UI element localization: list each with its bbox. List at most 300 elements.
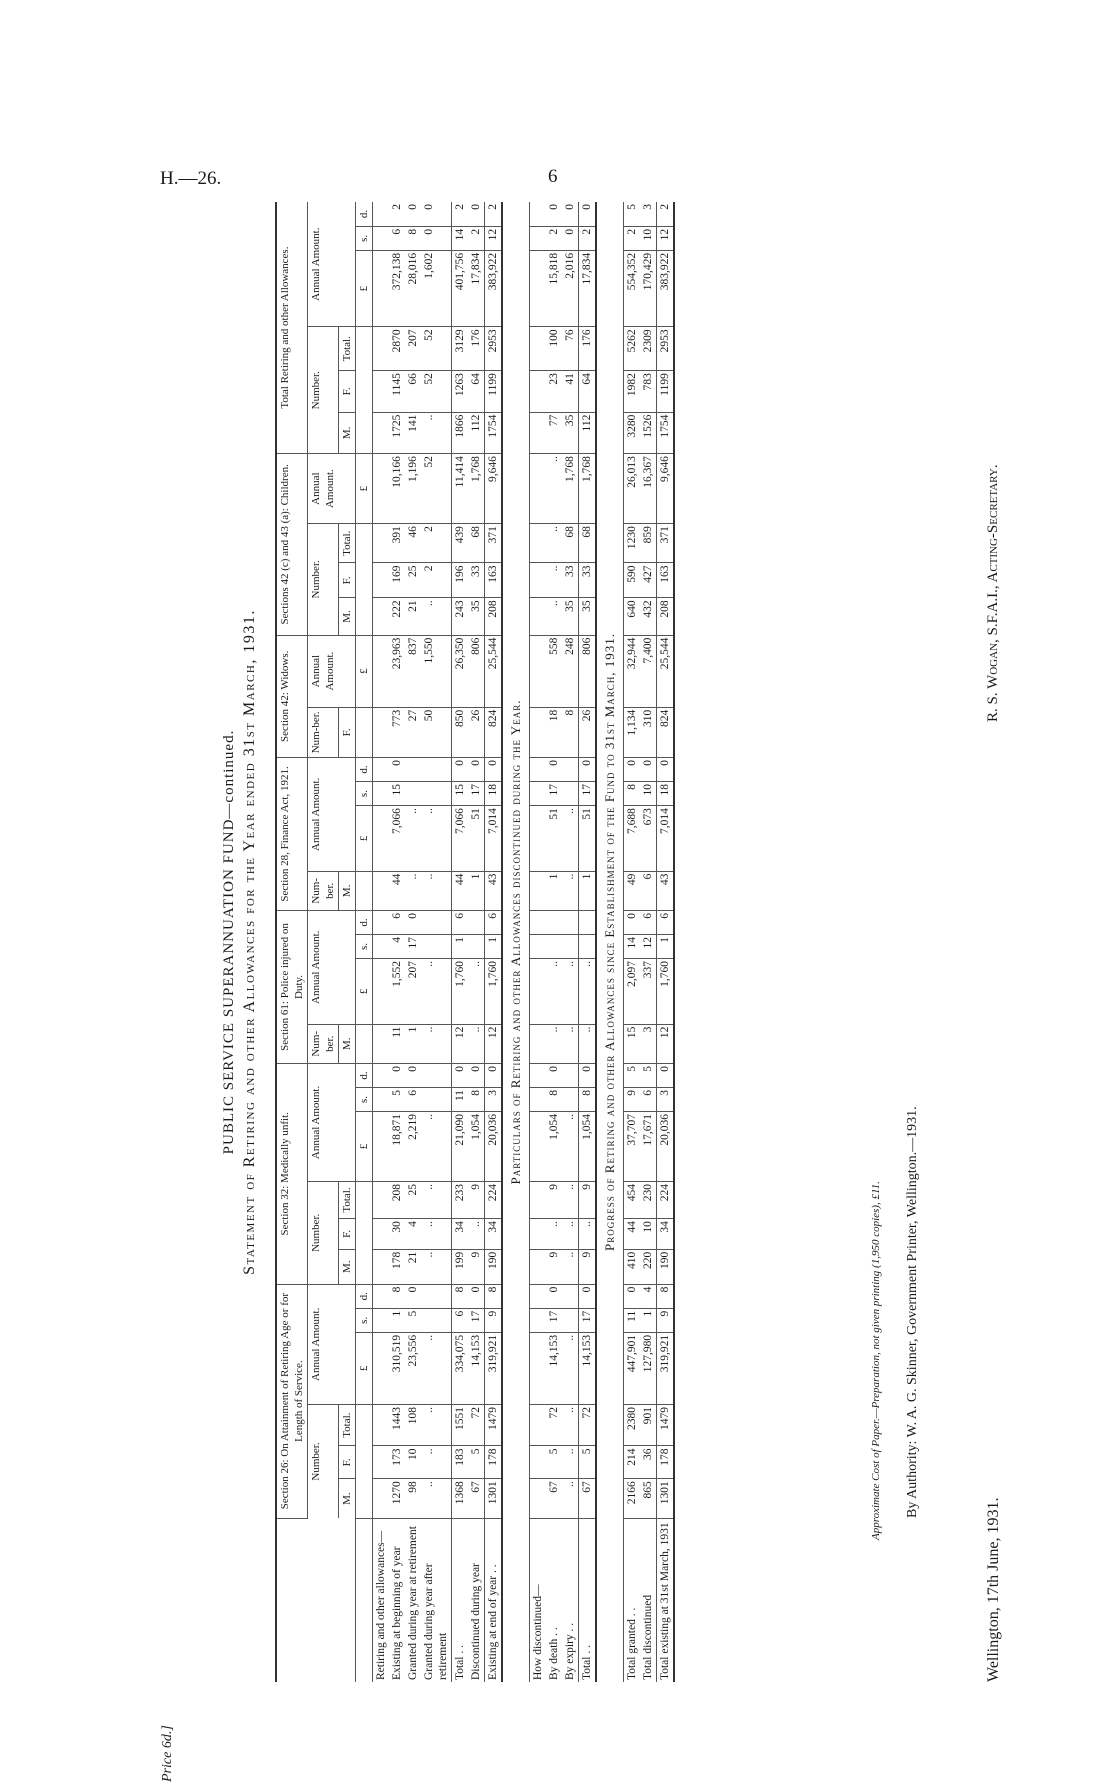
table-cell: 243 <box>452 598 469 635</box>
table-cell: 108 <box>405 1404 421 1446</box>
table-cell: 1,550 <box>421 635 452 707</box>
table-cell: 8 <box>405 226 421 250</box>
table-cell: 6 <box>452 1308 469 1332</box>
table-cell: 222 <box>389 598 405 635</box>
table-cell: 0 <box>562 202 579 226</box>
sh-number: Number. <box>308 327 339 454</box>
table-cell: 1 <box>389 1308 405 1332</box>
table-cell: 319,921 <box>657 1332 675 1404</box>
table-cell: 2166 <box>624 1479 641 1518</box>
table-cell <box>562 1087 579 1111</box>
table-cell: 4 <box>389 935 405 959</box>
table-cell: .. <box>546 524 562 563</box>
sh-m: M. <box>339 871 356 910</box>
section-title-discontinued: Particulars of Retiring and other Allowances discontinued during the Year. <box>502 202 530 1682</box>
table-cell: 2 <box>624 226 641 250</box>
table-cell: 66 <box>405 371 421 413</box>
row-label: Total granted . . <box>626 1607 638 1680</box>
table-cell: 2 <box>579 226 597 250</box>
table-cell: .. <box>562 1181 579 1218</box>
table-cell: 15 <box>624 1024 641 1063</box>
table-cell: 3 <box>640 202 657 226</box>
table-cell: 49 <box>624 871 641 910</box>
sh-m: M. <box>339 412 356 454</box>
table-cell: 372,138 <box>389 250 405 327</box>
table-cell: 33 <box>579 563 597 598</box>
table-cell <box>373 1284 390 1308</box>
table-cell: 11 <box>452 1087 469 1111</box>
unit-shilling: s. <box>356 782 373 806</box>
table-cell: 25,544 <box>657 635 675 707</box>
table-cell: 2870 <box>389 327 405 371</box>
table-cell <box>530 563 547 598</box>
table-cell: 2 <box>485 202 503 226</box>
table-cell: 15 <box>389 782 405 806</box>
table-cell: 9 <box>579 1249 597 1284</box>
table-cell: 68 <box>562 524 579 563</box>
table-cell: 0 <box>389 757 405 781</box>
table-cell: 37,707 <box>624 1112 641 1182</box>
table-cell: 23,556 <box>405 1332 421 1404</box>
table-cell: 18 <box>546 707 562 757</box>
table-cell: 12 <box>657 226 675 250</box>
table-cell <box>530 1219 547 1250</box>
table-row <box>562 202 579 1682</box>
table-cell: 14,153 <box>579 1332 597 1404</box>
table-cell: 27 <box>405 707 421 757</box>
table-cell: 1 <box>640 1308 657 1332</box>
unit-pence: d. <box>356 910 373 934</box>
table-cell: 1526 <box>640 412 657 454</box>
table-cell: 17,834 <box>579 250 597 327</box>
table-cell: 233 <box>452 1181 469 1218</box>
table-cell: .. <box>579 1024 597 1063</box>
table-cell <box>373 1446 390 1479</box>
table-cell <box>373 635 390 707</box>
table-cell: 34 <box>657 1219 675 1250</box>
table-cell <box>373 959 390 1025</box>
table-cell: .. <box>421 1112 452 1182</box>
table-row <box>579 202 597 1682</box>
table-cell <box>530 757 547 781</box>
table-cell: .. <box>421 871 452 910</box>
table-cell <box>530 1087 547 1111</box>
unit-pound: £ <box>356 1112 373 1182</box>
table-row <box>389 202 405 1682</box>
table-cell <box>579 910 597 934</box>
table-cell: 1,768 <box>562 454 579 524</box>
table-cell: 14 <box>624 935 641 959</box>
table-cell: 41 <box>562 371 579 413</box>
table-cell: 190 <box>657 1249 675 1284</box>
table-cell: 334,075 <box>452 1332 469 1404</box>
sh-total: Total. <box>339 1404 356 1446</box>
table-cell <box>530 1063 547 1087</box>
row-label: Discontinued during year <box>470 1563 482 1680</box>
table-cell: 5 <box>546 1446 562 1479</box>
table-cell: 1,602 <box>421 250 452 327</box>
table-cell: 68 <box>468 524 485 563</box>
unit-shilling: s. <box>356 226 373 250</box>
table-cell: .. <box>562 871 579 910</box>
table-cell <box>530 598 547 635</box>
table-cell: 14 <box>452 226 469 250</box>
table-cell: 0 <box>405 1284 421 1308</box>
table-cell <box>530 959 547 1025</box>
table-cell: 23 <box>546 371 562 413</box>
table-cell: 178 <box>389 1249 405 1284</box>
table-cell: 72 <box>546 1404 562 1446</box>
table-cell: 127,980 <box>640 1332 657 1404</box>
table-cell: .. <box>562 806 579 872</box>
table-cell: 35 <box>468 598 485 635</box>
table-cell: .. <box>421 598 452 635</box>
table-cell: 17 <box>546 1308 562 1332</box>
table-cell: 35 <box>562 412 579 454</box>
table-cell: 11 <box>389 1024 405 1063</box>
table-cell: 23,963 <box>389 635 405 707</box>
table-cell: 20,036 <box>657 1112 675 1182</box>
group-s28: Section 28, Finance Act, 1921. <box>276 757 308 910</box>
table-row <box>530 202 547 1682</box>
table-cell: 2 <box>421 524 452 563</box>
table-cell <box>530 371 547 413</box>
table-cell: 2953 <box>485 327 503 371</box>
unit-blank <box>356 707 373 757</box>
table-cell: 33 <box>468 563 485 598</box>
table-cell: 1230 <box>624 524 641 563</box>
sh-amount: Annual Amount. <box>308 757 356 871</box>
sh-m: M. <box>339 1024 356 1063</box>
table-cell: 5 <box>624 1063 641 1087</box>
table-cell: 196 <box>452 563 469 598</box>
table-cell <box>421 1308 452 1332</box>
table-cell: 0 <box>657 1063 675 1087</box>
table-cell: .. <box>421 1181 452 1218</box>
table-cell: 383,922 <box>485 250 503 327</box>
table-cell: 30 <box>389 1219 405 1250</box>
table-cell: 6 <box>485 910 503 934</box>
sh-amount: Annual Amount. <box>308 635 356 707</box>
table-cell: 0 <box>579 1063 597 1087</box>
table-cell: 6 <box>405 1087 421 1111</box>
table-cell: 1 <box>468 871 485 910</box>
table-cell: 17 <box>405 935 421 959</box>
table-cell: 2,016 <box>562 250 579 327</box>
row-label: Total existing at 31st March, 1931 <box>657 1518 675 1682</box>
table-cell: 371 <box>657 524 675 563</box>
unit-pound: £ <box>356 454 373 524</box>
table-cell: 28,016 <box>405 250 421 327</box>
table-cell: 163 <box>657 563 675 598</box>
table-cell: 173 <box>389 1446 405 1479</box>
table-cell: 25 <box>405 563 421 598</box>
table-cell: 50 <box>421 707 452 757</box>
table-cell: 51 <box>579 806 597 872</box>
sh-number: Number. <box>308 524 339 635</box>
table-cell <box>530 524 547 563</box>
table-cell: .. <box>562 1249 579 1284</box>
table-cell: 12 <box>485 1024 503 1063</box>
table-cell: 5 <box>640 1063 657 1087</box>
table-cell <box>579 935 597 959</box>
table-cell <box>373 1404 390 1446</box>
table-cell: 208 <box>389 1181 405 1218</box>
table-cell <box>530 871 547 910</box>
table-cell: 1 <box>452 935 469 959</box>
table-cell: 11,414 <box>452 454 469 524</box>
table-cell: 0 <box>546 1063 562 1087</box>
table-row <box>657 202 675 1682</box>
table-cell: 824 <box>657 707 675 757</box>
table-cell: 1,054 <box>579 1112 597 1182</box>
table-cell <box>373 1308 390 1332</box>
table-cell <box>373 1063 390 1087</box>
table-cell: 17,671 <box>640 1112 657 1182</box>
table-cell: 1199 <box>657 371 675 413</box>
table-cell <box>562 1284 579 1308</box>
table-cell: 100 <box>546 327 562 371</box>
table-cell <box>468 935 485 959</box>
allowances-table <box>275 202 675 1682</box>
table-cell: 0 <box>485 757 503 781</box>
table-cell <box>373 1219 390 1250</box>
table-cell: 214 <box>624 1446 641 1479</box>
table-cell: 0 <box>485 1063 503 1087</box>
table-cell: 7,688 <box>624 806 641 872</box>
table-cell: 0 <box>452 1063 469 1087</box>
table-cell: 1443 <box>389 1404 405 1446</box>
table-cell <box>373 202 390 226</box>
table-cell: 20,036 <box>485 1112 503 1182</box>
table-cell: 51 <box>468 806 485 872</box>
table-cell: 4 <box>405 1219 421 1250</box>
table-cell: 207 <box>405 959 421 1025</box>
table-cell: 10,166 <box>389 454 405 524</box>
table-cell: 2,219 <box>405 1112 421 1182</box>
row-label: Granted during year after retirement <box>423 1563 449 1680</box>
table-cell: 6 <box>389 910 405 934</box>
unit-shilling: s. <box>356 1308 373 1332</box>
table-cell: 2 <box>389 202 405 226</box>
table-cell: 2,097 <box>624 959 641 1025</box>
table-cell: 32,944 <box>624 635 641 707</box>
sh-amount: Annual Amount. <box>308 454 356 524</box>
table-cell: 8 <box>657 1284 675 1308</box>
table-cell: 783 <box>640 371 657 413</box>
sh-amount: Annual Amount. <box>308 1063 356 1181</box>
table-cell: 8 <box>562 707 579 757</box>
sh-total: Total. <box>339 1181 356 1218</box>
table-cell: 5 <box>579 1446 597 1479</box>
table-cell: 163 <box>485 563 503 598</box>
table-cell: 43 <box>485 871 503 910</box>
sh-amount: Annual Amount. <box>308 202 356 327</box>
table-cell: 8 <box>546 1087 562 1111</box>
table-cell: 112 <box>468 412 485 454</box>
row-label: Total discontinued <box>642 1594 654 1680</box>
table-cell <box>562 935 579 959</box>
row-label: Retiring and other allowances— <box>375 1530 387 1680</box>
table-cell: 26 <box>579 707 597 757</box>
table-cell: 224 <box>485 1181 503 1218</box>
table-cell: 17 <box>468 1308 485 1332</box>
table-cell: 26 <box>468 707 485 757</box>
table-cell: 7,014 <box>485 806 503 872</box>
table-cell: 11 <box>624 1308 641 1332</box>
table-cell: 44 <box>389 871 405 910</box>
table-cell: .. <box>421 1404 452 1446</box>
table-cell: .. <box>562 1479 579 1518</box>
table-cell: 9,646 <box>485 454 503 524</box>
group-s61: Section 61: Police injured on Duty. <box>276 910 308 1063</box>
table-cell <box>421 1087 452 1111</box>
sh-numshort: Num-ber. <box>308 1024 339 1063</box>
table-cell: 16,367 <box>640 454 657 524</box>
table-cell <box>530 1284 547 1308</box>
table-cell: 112 <box>579 412 597 454</box>
table-cell: .. <box>579 1219 597 1250</box>
table-cell: 454 <box>624 1181 641 1218</box>
table-cell: .. <box>421 1479 452 1518</box>
section-title-progress: Progress of Retiring and other Allowances since Establishment of the Fund to 31st March, 1931. <box>596 202 624 1682</box>
table-cell: 9 <box>468 1249 485 1284</box>
table-cell: 383,922 <box>657 250 675 327</box>
table-cell: .. <box>546 959 562 1025</box>
table-cell: 34 <box>485 1219 503 1250</box>
table-cell: 248 <box>562 635 579 707</box>
table-cell <box>373 782 390 806</box>
unit-shilling: s. <box>356 935 373 959</box>
unit-blank <box>356 1181 373 1284</box>
table-cell: 12 <box>485 226 503 250</box>
table-cell: .. <box>468 959 485 1025</box>
fund-title: PUBLIC SERVICE SUPERANNUATION FUND—continued. <box>221 729 237 1155</box>
table-cell: 8 <box>452 1284 469 1308</box>
table-cell: 0 <box>452 757 469 781</box>
table-cell: .. <box>562 1024 579 1063</box>
table-cell <box>530 327 547 371</box>
table-cell: 8 <box>485 1284 503 1308</box>
table-cell: 17 <box>468 782 485 806</box>
table-cell: 224 <box>657 1181 675 1218</box>
table-cell: 0 <box>562 226 579 250</box>
table-cell: 33 <box>562 563 579 598</box>
table-cell <box>530 1332 547 1404</box>
table-cell: 901 <box>640 1404 657 1446</box>
table-cell: 6 <box>389 226 405 250</box>
table-cell: 1982 <box>624 371 641 413</box>
table-cell: 806 <box>468 635 485 707</box>
row-label: Existing at beginning of year <box>391 1546 403 1680</box>
table-cell <box>530 1308 547 1332</box>
table-cell: 9 <box>657 1308 675 1332</box>
table-cell: 52 <box>421 327 452 371</box>
table-cell: 3280 <box>624 412 641 454</box>
table-cell: 141 <box>405 412 421 454</box>
table-cell: 3 <box>485 1087 503 1111</box>
table-cell: 14,153 <box>468 1332 485 1404</box>
table-cell: 18,871 <box>389 1112 405 1182</box>
unit-pound: £ <box>356 959 373 1025</box>
table-cell: 9 <box>624 1087 641 1111</box>
table-cell: 52 <box>421 454 452 524</box>
place-date: Wellington, 17th June, 1931. <box>985 1497 1002 1682</box>
table-cell: 824 <box>485 707 503 757</box>
table-cell: 1479 <box>657 1404 675 1446</box>
table-cell: 44 <box>624 1219 641 1250</box>
table-cell: 169 <box>389 563 405 598</box>
table-cell <box>562 1308 579 1332</box>
table-cell: 5 <box>468 1446 485 1479</box>
table-cell <box>530 1446 547 1479</box>
table-cell: 10 <box>640 226 657 250</box>
table-row <box>452 202 469 1682</box>
sh-f: F. <box>339 707 356 757</box>
table-cell <box>562 757 579 781</box>
table-cell: 640 <box>624 598 641 635</box>
table-cell: .. <box>421 1219 452 1250</box>
sh-m: M. <box>339 598 356 635</box>
table-cell: 1 <box>485 935 503 959</box>
table-cell: 410 <box>624 1249 641 1284</box>
table-cell: 371 <box>485 524 503 563</box>
table-cell <box>421 1063 452 1087</box>
table-cell: 199 <box>452 1249 469 1284</box>
table-cell: 43 <box>657 871 675 910</box>
table-cell: 21,090 <box>452 1112 469 1182</box>
table-cell: 17 <box>579 1308 597 1332</box>
table-cell: 427 <box>640 563 657 598</box>
table-cell: .. <box>562 1332 579 1404</box>
table-cell: .. <box>562 1112 579 1182</box>
table-cell: 1 <box>657 935 675 959</box>
unit-shilling: s. <box>356 1087 373 1111</box>
table-cell: 1145 <box>389 371 405 413</box>
table-cell <box>373 1087 390 1111</box>
table-cell: 673 <box>640 806 657 872</box>
table-cell: .. <box>546 454 562 524</box>
table-cell: 432 <box>640 598 657 635</box>
price: Price 6d.] <box>160 1725 175 1782</box>
table-cell: 1 <box>579 871 597 910</box>
table-cell: 0 <box>546 757 562 781</box>
table-cell: .. <box>562 1219 579 1250</box>
table-cell: 5 <box>405 1308 421 1332</box>
sh-m: M. <box>339 1479 356 1518</box>
unit-blank <box>356 524 373 635</box>
table-cell: 15 <box>452 782 469 806</box>
table-cell: 183 <box>452 1446 469 1479</box>
table-cell: 1,760 <box>657 959 675 1025</box>
table-cell: 3129 <box>452 327 469 371</box>
table-cell: 12 <box>452 1024 469 1063</box>
table-cell <box>373 910 390 934</box>
table-cell: 1866 <box>452 412 469 454</box>
table-cell: 1,760 <box>485 959 503 1025</box>
table-cell <box>373 1249 390 1284</box>
table-cell <box>530 935 547 959</box>
table-cell: 10 <box>640 1219 657 1250</box>
table-cell <box>421 910 452 934</box>
table-cell: .. <box>468 1219 485 1250</box>
table-cell: .. <box>562 1404 579 1446</box>
table-cell: .. <box>405 806 421 872</box>
table-cell: 0 <box>405 1063 421 1087</box>
table-cell <box>373 598 390 635</box>
table-cell: 0 <box>579 757 597 781</box>
sh-f: F. <box>339 563 356 598</box>
